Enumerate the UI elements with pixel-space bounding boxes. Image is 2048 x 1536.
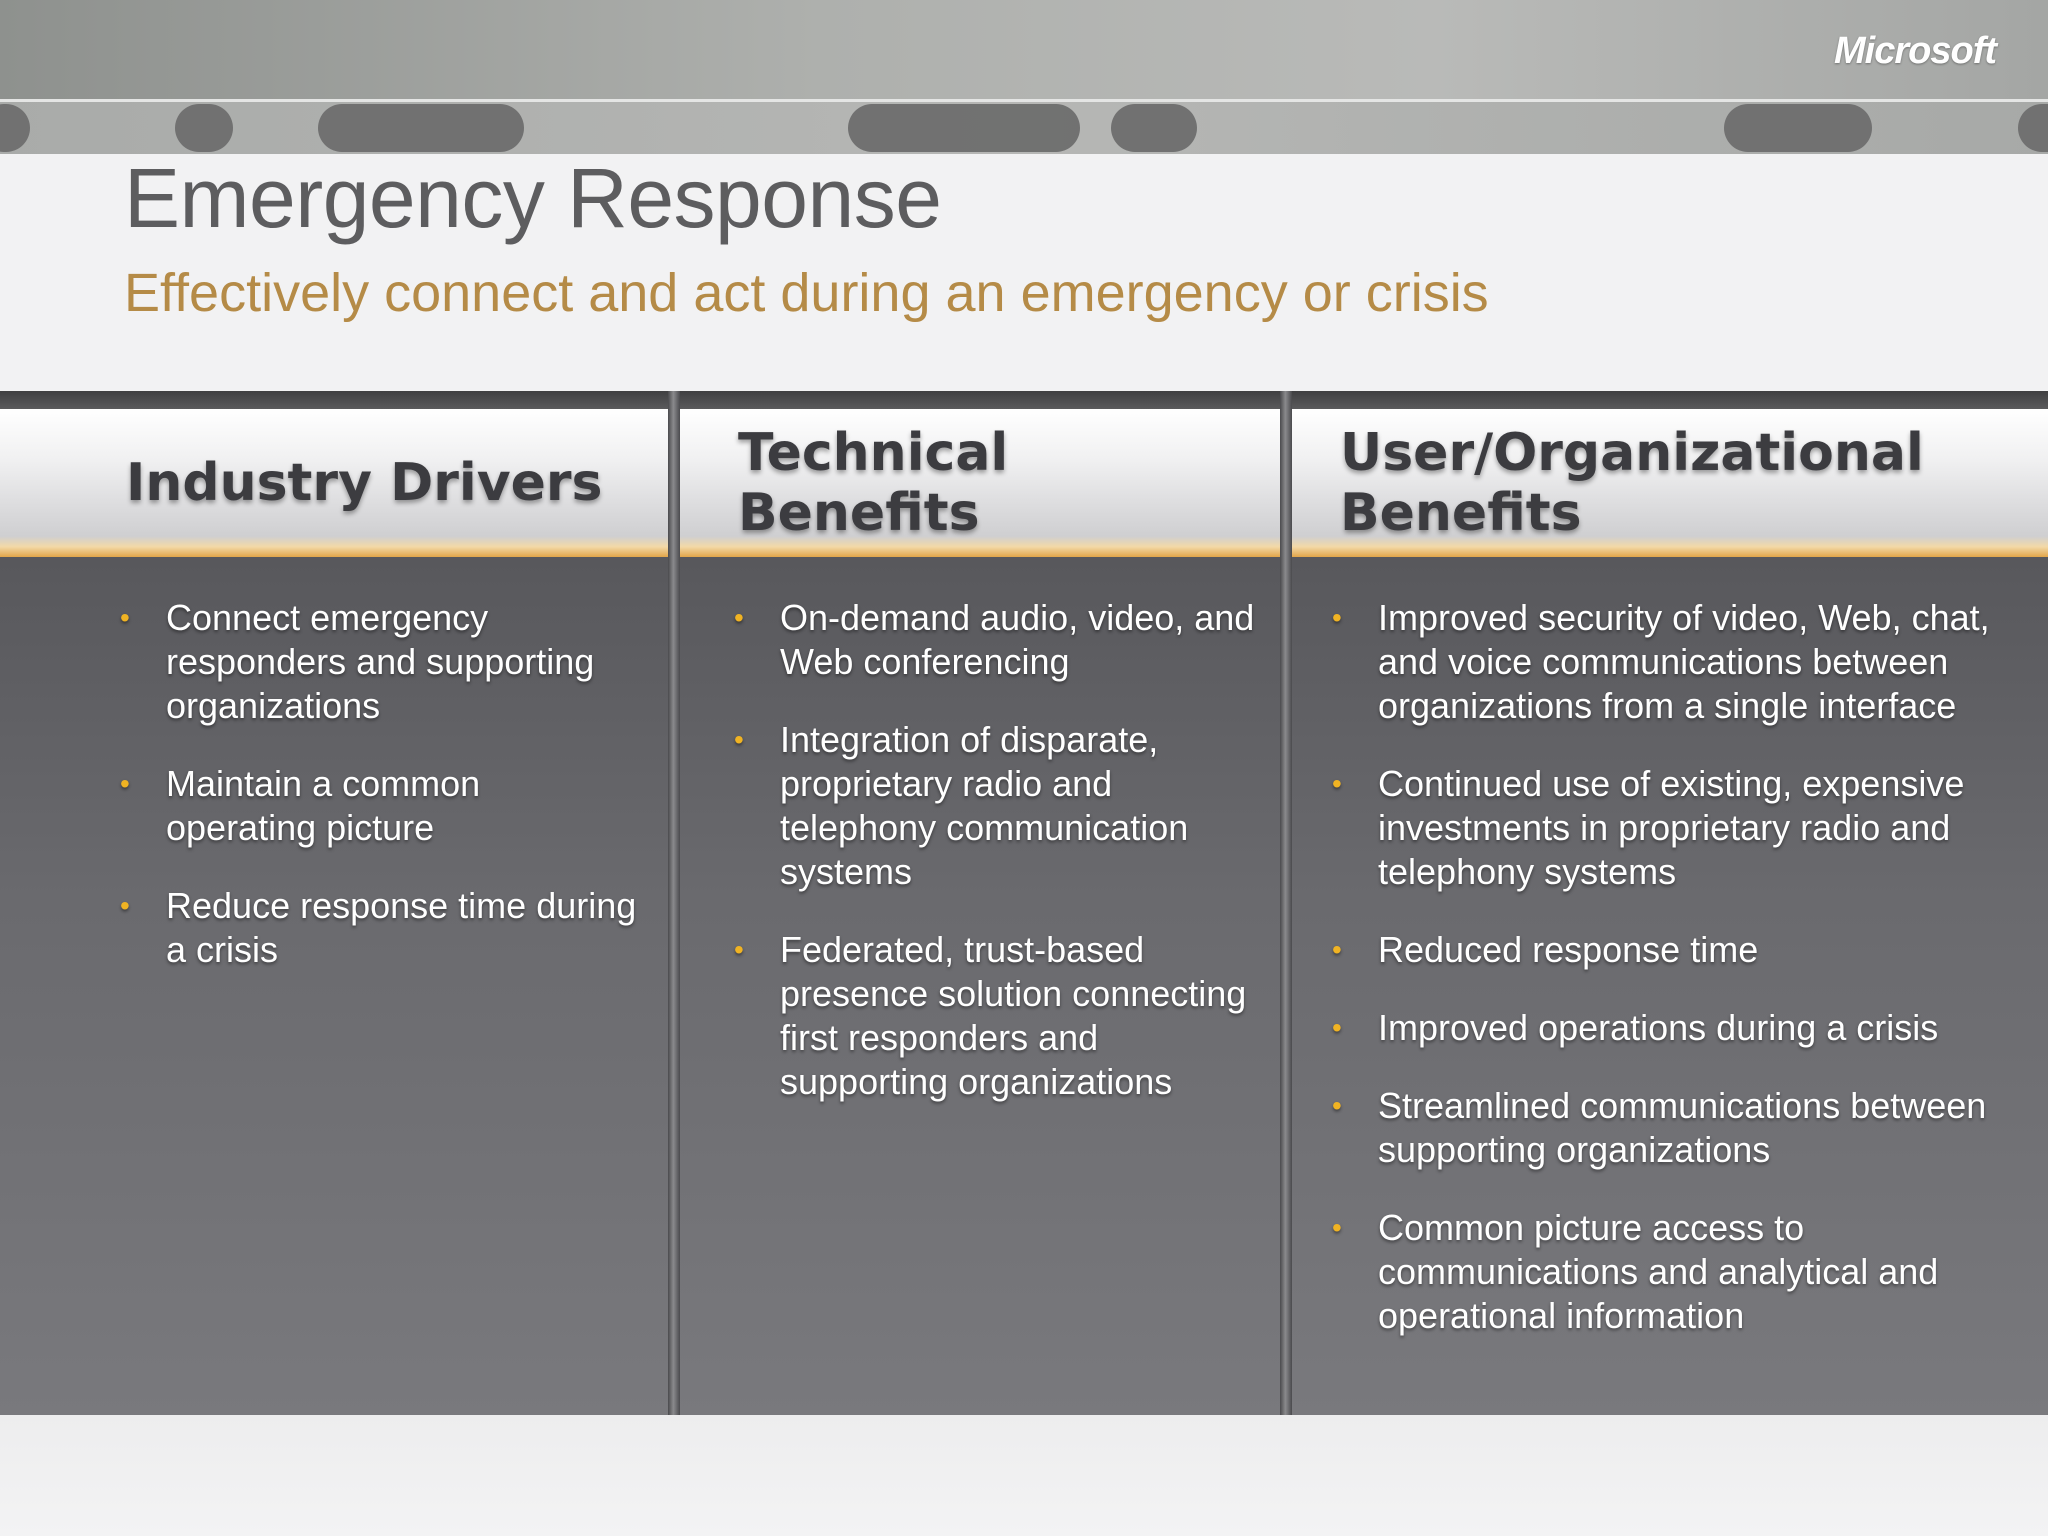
slide-footer-band	[0, 1415, 2048, 1536]
decorative-pill-strip	[0, 102, 2048, 154]
list-item-text: Streamlined communications between supporting organizations	[1378, 1085, 1987, 1170]
list-item	[1332, 1206, 1992, 1338]
bullet-dot-icon: •	[734, 602, 744, 633]
list-item-text: Integration of disparate, proprietary radio and telephony communication systems	[780, 719, 1189, 892]
decorative-pill	[175, 104, 233, 152]
table-top-bar	[0, 391, 2048, 409]
bullet-dot-icon: •	[120, 768, 130, 799]
list-item-text: Common picture access to communications and analytical and operational information	[1378, 1207, 1939, 1336]
column-divider	[668, 391, 680, 1415]
bullet-dot-icon: •	[1332, 1212, 1342, 1243]
list-item-text: On-demand audio, video, and Web conferencing	[780, 597, 1255, 682]
list-item-text: Improved operations during a crisis	[1378, 1007, 1939, 1048]
decorative-pill	[1111, 104, 1197, 152]
list-item	[1332, 1084, 1992, 1172]
column-heading-industry-drivers	[126, 418, 646, 548]
list-item-text: Maintain a common operating picture	[166, 763, 481, 848]
top-banner	[0, 0, 2048, 100]
list-item-text: Reduced response time	[1378, 929, 1759, 970]
list-item	[1332, 928, 1992, 972]
list-item	[120, 884, 640, 972]
list-item	[1332, 596, 1992, 728]
bullet-dot-icon: •	[1332, 602, 1342, 633]
bullet-dot-icon: •	[120, 890, 130, 921]
list-item-text: Reduce response time during a crisis	[166, 885, 637, 970]
industry-drivers-list	[120, 596, 640, 1006]
decorative-pill	[2018, 104, 2048, 152]
list-item	[734, 596, 1274, 684]
list-item	[1332, 762, 1992, 894]
slide-subtitle: Effectively connect and act during an emergency or crisis	[124, 263, 1489, 323]
decorative-pill	[318, 104, 524, 152]
list-item-text: Improved security of video, Web, chat, and voice communications between organizations from a single interface	[1378, 597, 1990, 726]
decorative-pill	[0, 104, 30, 152]
list-item	[120, 596, 640, 728]
column-divider	[1280, 391, 1292, 1415]
list-item	[120, 762, 640, 850]
list-item	[1332, 1006, 1992, 1050]
column-heading-text: User/Organizational Benefits	[1340, 423, 1924, 543]
user-organizational-benefits-list	[1332, 596, 1992, 1372]
technical-benefits-list	[734, 596, 1274, 1138]
bullet-dot-icon: •	[734, 934, 744, 965]
column-heading-text: Technical Benefits	[738, 423, 1009, 543]
bullet-dot-icon: •	[1332, 768, 1342, 799]
column-heading-text: Industry Drivers	[126, 453, 603, 513]
bullet-dot-icon: •	[120, 602, 130, 633]
microsoft-logo: Microsoft	[1834, 30, 1996, 72]
decorative-pill	[848, 104, 1080, 152]
list-item	[734, 928, 1274, 1104]
column-heading-user-organizational-benefits	[1340, 418, 1960, 548]
decorative-pill	[1724, 104, 1872, 152]
bullet-dot-icon: •	[1332, 1012, 1342, 1043]
bullet-dot-icon: •	[734, 724, 744, 755]
bullet-dot-icon: •	[1332, 934, 1342, 965]
column-heading-technical-benefits	[738, 418, 1258, 548]
slide-title: Emergency Response	[124, 151, 942, 245]
bullet-dot-icon: •	[1332, 1090, 1342, 1121]
list-item-text: Federated, trust-based presence solution connecting first responders and supporting organizations	[780, 929, 1247, 1102]
list-item	[734, 718, 1274, 894]
list-item-text: Connect emergency responders and supporting organizations	[166, 597, 595, 726]
list-item-text: Continued use of existing, expensive investments in proprietary radio and telephony systems	[1378, 763, 1965, 892]
